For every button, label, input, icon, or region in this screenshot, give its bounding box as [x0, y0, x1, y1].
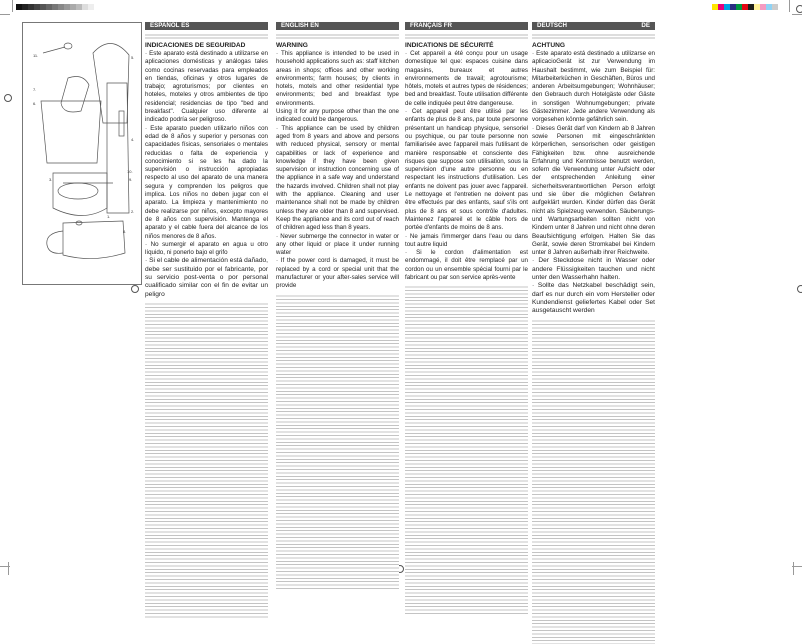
color-calibration-bar: [712, 4, 778, 10]
paragraph: · Cet appareil a été conçu pour un usage domestique tel que: espaces cuisine dans magasins, bureaux et autres environnements de travail; agrotourisme; hôtels, motels et autres types de résidences; bed and breakfast. Toute utilisation différente de celle indiquée peut être dangereuse.: [405, 50, 528, 107]
section-header: ENGLISH EN: [276, 22, 399, 30]
paragraph: · Este aparato está destinado a utilizarse en aplicaciones domésticas y análogas tales como cocinas reservadas para empleados en tiendas, oficinas y otros lugares de trabajo; agroturismos; por clientes en hoteles, moteles y otros ambientes de tipo residencial; residencias de tipo "bed and breakfast". Cualquier uso diferente al indicado podría ser peligroso.: [145, 50, 268, 124]
crop-mark: [792, 14, 802, 15]
french-section: [405, 22, 528, 615]
color-swatch: [88, 4, 94, 10]
registration-mark: [797, 285, 802, 293]
part-label: 5.: [131, 55, 135, 60]
paragraph: · Si el cable de alimentación está dañado, debe ser sustituido por el fabricante, por su servicio post-venta o por personal cualificado similar con el fin de evitar un peligro: [145, 257, 268, 298]
fine-print: [532, 319, 655, 644]
paragraph: · No sumergir el aparato en agua u otro líquido, ni ponerlo bajo el grifo: [145, 240, 268, 257]
part-label: 4.: [131, 137, 135, 142]
fine-print: [276, 33, 399, 40]
fine-print: [405, 285, 528, 615]
paragraph: · Ne jamais l'immerger dans l'eau ou dans tout autre liquid: [405, 232, 528, 248]
paragraph: · Dieses Gerät darf von Kindern ab 8 Jahren sowie Personen mit eingeschränkten körperlichen, sensorischen oder geistigen Fähigkeiten bzw. ohne ausreichende Erfahrung und Kenntnisse benutzt werden, sofern die Verwendung unter Aufsicht oder der entsprechenden Anleitung einer sicherheitsverantwortlichen Person erfolgt und sie über die möglichen Gefahren aufgeklärt wurden. Kinder dürfen das Gerät nicht als Spielzeug verwenden. Säuberungs- und Wartungsarbeiten sollten nicht von Kindern unter 8 Jahren und nicht ohne deren Beaufsichtigung erfolgen. Halten Sie das Gerät, sowie deren Stromkabel bei Kindern unter 8 Jahren außerhalb ihrer Reichweite.: [532, 124, 655, 257]
section-heading: INDICATIONS DE SÉCURITÉ: [405, 42, 494, 49]
registration-mark: [796, 5, 802, 13]
section-header: FRANÇAIS FR: [405, 22, 528, 30]
paragraph: · Cet appareil peut être utilisé par les enfants de plus de 8 ans, par toute personne présentant un handicap physique, sensoriel ou psychique, ou par toute personne non familiarisée avec l'appareil mais l'utilisant de manière responsable et consciente des risques que suppose son utilisation, sous la supervision d'une autre personne ou en respectant les instructions d'utilisation. Les enfants ne doivent pas jouer avec l'appareil. Le nettoyage et l'entretien ne doivent pas être effectués par des enfants, sauf s'ils ont plus de 8 ans et sous contrôle d'adultes. Maintenez l'appareil et le câble hors de portée d'enfants de moins de 8 ans.: [405, 108, 528, 232]
crop-mark: [12, 0, 13, 12]
section-heading: INDICACIONES DE SEGURIDAD: [145, 42, 246, 49]
paragraph: · Never submerge the connector in water or any other liquid or place it under running water: [276, 232, 399, 257]
paragraph: Using it for any purpose other than the one indicated could be dangerous.: [276, 108, 399, 124]
crop-mark: [8, 562, 9, 575]
fine-print: [276, 294, 399, 589]
section-heading: WARNING: [276, 42, 308, 49]
crop-mark: [789, 0, 790, 12]
fine-print: [532, 33, 655, 40]
english-section: [276, 22, 399, 589]
paragraph: · This appliance is intended to be used in household applications such as: staff kitchen areas in shops; offices and other working environments; farm houses; by clients in hotels, motels and other residential type environments; bed and breakfast type environments.: [276, 50, 399, 107]
paragraph: · Si le cordon d'alimentation est endommagé, il doit être remplacé par un cordon ou un ensemble spécial fourni par le fabricant ou par son service après-vente: [405, 249, 528, 282]
paragraph: · Sollte das Netzkabel beschädigt sein, darf es nur durch ein vom Hersteller oder Kundendienst geliefertes Kabel oder Set ausgetauscht werden: [532, 282, 655, 315]
part-label: 8.: [123, 229, 127, 234]
registration-mark: [131, 285, 139, 293]
section-header: DEUTSCH DE: [532, 22, 655, 30]
coffee-maker-drawing: [23, 23, 141, 284]
paragraph: · Der Steckdose nicht in Wasser oder andere Flüssigkeiten tauchen und nicht unter den Wasserhahn halten.: [532, 257, 655, 282]
part-label: 6.: [33, 101, 37, 106]
registration-mark: [4, 94, 12, 102]
product-illustration: [22, 22, 142, 285]
german-section: [532, 22, 655, 644]
spanish-section: [145, 22, 268, 620]
grayscale-calibration-bar: [16, 4, 94, 10]
paragraph: · Este aparato está destinado a utilizarse en aplicacioGerät ist zur Verwendung im Haushalt bestimmt, wie zum Beispiel für: Mitarbeiterküchen in Geschäften, Büros und anderen Arbeitsumgebungen; Wohnhäuser; den Gebrauch durch Hotelgäste oder Gäste in sonstigen Wohnumgebungen; private Gästezimmer. Jede andere Verwendung als vorgesehen könnte gefährlich sein.: [532, 50, 655, 124]
section-header: ESPAÑOL ES: [145, 22, 268, 30]
section-heading: ACHTUNG: [532, 42, 565, 49]
part-label: 10.: [127, 169, 133, 174]
crop-mark: [793, 562, 794, 575]
part-label: 9.: [129, 177, 133, 182]
part-label: 1.: [107, 214, 111, 219]
fine-print: [145, 33, 268, 40]
paragraph: · This appliance can be used by children aged from 8 years and above and persons with reduced physical, sensory or mental capabilities or lack of experience and knowledge if they have been given supervision or instruction concerning use of the appliance in a safe way and understand the hazards involved. Children shall not play with the appliance. Cleaning and user maintenance shall not be made by children unless they are older than 8 and supervised. Keep the appliance and its cord out of reach of children aged less than 8 years.: [276, 124, 399, 232]
fine-print: [405, 33, 528, 40]
paragraph: · If the power cord is damaged, it must be replaced by a cord or special unit that the manufacturer or your after-sales service will provide: [276, 257, 399, 290]
part-label: 3.: [49, 177, 53, 182]
part-label: 11.: [33, 53, 39, 58]
part-label: 2.: [131, 209, 135, 214]
color-swatch: [772, 4, 778, 10]
part-label: 7.: [33, 87, 37, 92]
crop-mark: [0, 14, 10, 15]
paragraph: · Este aparato pueden utilizarlo niños con edad de 8 años y superior y personas con capacidades físicas, sensoriales o mentales reducidas o falta de experiencia y conocimiento si se les ha dado la supervisión o instrucción apropiadas respecto al uso del aparato de una manera segura y comprenden los peligros que implica. Los niños no deben jugar con el aparato. La limpieza y mantenimiento no debe realizarse por niños, excepto mayores de 8 años con supervisión. Mantenga el aparato y el cable fuera del alcance de los niños menores de 8 años.: [145, 124, 268, 240]
fine-print: [145, 302, 268, 620]
